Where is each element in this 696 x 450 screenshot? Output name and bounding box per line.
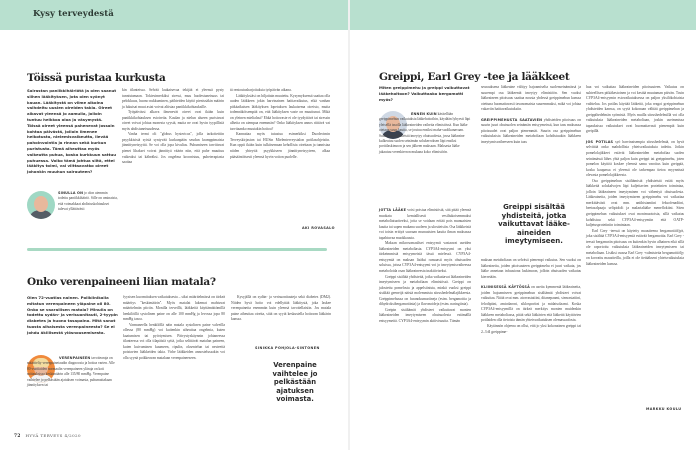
article-title-greippi: Greippi, Earl Grey -tee ja lääkkeet xyxy=(379,71,570,83)
article1-bio-kicker: SINULLA ON xyxy=(58,191,84,195)
paragraph: kin tilanteissa. Selvää laukaisevaa tekijää ei yleensä pysty tunnistamaan. Tokiesimerkiksi stressi, muu huolestuneisuus tai pelokkuus, huono nukkuminen, päihteiden käyttö pienissäkin määrin ja lukuisat muut asiat voivat altistaa paniikkikohtauksille. xyxy=(122,88,224,109)
publication-name: HYVÄ TERVEYS 4/2020 xyxy=(25,433,81,438)
paragraph xyxy=(481,285,581,324)
article1-column-2 xyxy=(122,88,224,166)
paragraph: Kysyjällä on sydän- ja verisuonitauteja sekä diabetes (DM2). Niiden hyvä hoito voi edellyttää lääkitystä, joka laskee verenpainetta enemmän kuin yleensä tavoitellaisiin. Jos matala paine aiheuttaa oireita, siitä on syytä keskustella hoitavan lääkärin kanssa. xyxy=(231,295,331,322)
article1-column-3 xyxy=(230,88,330,160)
paragraph: hua voi vaikuttaa lääkeaineiden pitoisuuteen. Vaikutus on suhteellisen pitkäkestoinen ja voi kestää muutaman päivän. Tosin CYP3A4-entsyymin estovaikutuksessa on paljon yksilökohtaista vaihtelua. Jos potilas käyttää lääkettä, joka reagoi greippimehun yhdisteiden kanssa, on syytä kokonaan välttää greippimehun ja greippihedelmän syömistä. Myös muilla sitrushedelmillä voi olla vaikutuksia lääkeaineiden metaboliaan, joskin useimmissa tapauksissa vaikutukset ovat huomattavasti pienempiä kuin greipillä. xyxy=(586,85,684,134)
paragraph: Earl Grey -teessä on käytetty maustteena bergamottiöljyä, joka sisältää CYP3A4-entsyymiä estävää bergamottia. Earl Grey -teessä bergamotin pitoisuus on kuitenkin hyvin alhainen eikä sillä ole raportoitu vaikutuksia lääkeaineiden imeytymiseen tai metaboliaan. Lisäksi osassa Earl Grey -valmisteita bergamottiöljy on korvattu maustteilla, joilla ei ole tietääkseni yhteisvaikutuksia lääkeaineiden kanssa. xyxy=(586,228,684,266)
article3-byline: MARKKU KOULU xyxy=(646,407,682,411)
article3-answer-intro xyxy=(379,112,471,155)
article2-column-2 xyxy=(123,295,225,362)
paragraph-text: voisi poistua elimistöstä, sitä pitää yleensä muokata kemiallisesti vesiliukoisemmaksi metaboliatuotteeksi, jotta se voidaan eritää pois munuaisten kautta tai sapen mukana suoleen ja ulostteisiin. Osa lääkkeistä voi toisin erittyä suoraan munuaisten kautta ilman maksassa tapahtuvaa muokkausta. xyxy=(379,208,472,240)
article-title-toissa-puristaa: Töissä puristaa kurkusta xyxy=(27,72,166,84)
paragraph: Käytännön ohjeena on ollut, että jo yksi kokonainen greippi tai 2–3 dl greippime- xyxy=(481,324,581,334)
paragraph: maksan metaboliaan on selvästi pienempi vaikutus. Sen vuoksi on lääkeaineita, joiden pitoisuuteen greippimehu ei juuri vaikuta, jos lääke annetaan infuusiona laskimoon, jolloin ohutsuolen vaikutus kierretään. xyxy=(481,258,581,279)
paragraph-text: yhdisteiden pitoisuus on suurin juuri ohutsuolen seinämän entsyymeissä, kun taas maksassa pitoisuudet ovat paljon pienemmät. Suurin osa greippimehun vaikutuksista lääkeaineiden metaboliaan kohdistuukin lääkkeen imeytymisvaiheeseen kuin taas xyxy=(481,117,581,144)
paragraph: tä rentoutusharjoituksia työpäivän aikana. xyxy=(230,88,292,92)
paragraph: Maksan mikrosomaaliset entsyymit vastaavat useiden lääkeaineiden metaboliasta. CYP3A4-entsyymi on yksi tärkeimmistä entsyymeistä tässä mielessä. CYP3A4-entsyymiä on maksan lisäksi runsaasti myös ohutsuolen soluissa, joissa CYP3A4-entsyymi voi jo imeytymisvaiheessa metaboloida osan lääkeaineesta inaktiiviseksi. xyxy=(379,241,471,274)
article3-column-3 xyxy=(586,85,684,268)
paragraph: Lääkityksiäsi on hiljattain muutettu. Kysymyksensä saattaa olla uuden lääkkeen jokin harvinainen haittavaikutus, eikä vanhan pitkäaikaisen lääkityksen lopetuksen laukaisema oireisto, mutta todennäköisempää on, että lääkityksen vaste on muuttunut. Mikä on yleinen mielialasi? Ehkä hoitovaste ei ole tyydyttävä tai stressin alheita on aiempaa enemmän? Onko lääkityksen annos riittävä vai tarvitaanko muutakin hoitoa? xyxy=(230,93,330,131)
section-header-band-right xyxy=(350,0,696,30)
paragraph xyxy=(586,140,684,179)
paragraph: Työpäivässi alkava ilmenevät oireet ovat ikään kuin paniikkikohtauksen esioireita. Kaulan ja nielun alueen puristavat oireet voivat johtua monesta syystä, mutta ne ovat hyvin tyypillisiä myös ahdistuneisuudessa. xyxy=(122,110,224,131)
article3-question: Miten greippimehu ja greippi vaikuttavat lääkehoitoon? Vaikuttaako bergamotti myös? xyxy=(379,85,470,102)
paragraph: seurauksena lääkeaine välttyy hajoamiselta suolenseinämässä ja suurempi osa lääkeentä imeytyy elimistöön. Sen vuoksi lääkeaineen pitoisuus saattaa nousta yhdessä greippimehun kanssa otettuna huomattavasti tavanomaista suuremmaksi, mikä voi johtaa vakaviin haittavaikutuksiin. xyxy=(481,85,581,112)
article2-bio-text: tavoitearaja on määritelty verenpainetaudin diagnoosia ja hoitoa varten. Alle 80-vuotiaiden normaalin verenpaineen yläraja on koti mittauksissa keskimäärin alle 135/80 mmHg. Verenpaine vaihtelee jo pelkästään ajatuksen voimasta, puhumattakaan jännityksen tai xyxy=(27,356,115,388)
article2-pull-quote: Verenpaine vaihtelee jo pelkästään ajatuksen voimasta. xyxy=(272,361,318,403)
paragraph: Osa greippimehun sisältämistä yhdisteistä estää myös lääkkeitä solukalvojen läpi kuljettavien proteiinien toimintaa, jolloin lääkeaineen imeytyminen voi vähentyä ohutsuolesta. Lääkeaineita, joiden imeytymiseen greippimehu voi vaikuttaa merkittävästi ovat mm. antihistamiini feksofenadiini, beetasalpaaja selipiololi ja malarialääke meneflokiini. Siten greippimehun vaikutukset ovat monimuotoisia, sillä vaikutus kohdistuu sekä CYP3A4-entsyymiin että OATP-kuljetusproteiiniin toimintaan. xyxy=(586,178,684,228)
article3-pull-quote: Greippi sisältää yhdisteitä, jotka vaikuttavat lääke-aineiden imeytymiseen. xyxy=(498,203,570,246)
article3-bio-text: käsitellään greippimehun vaikutuksia lääkehoitoihin, käydään lyhyesti läpi yleisellä tasolla lääkeaineiden vaiheita elimistössä. Kun lääke otetaan suun kautta, se joutuu ensiksi maha-suolikanavaan. Suurin osa lääkkeistä imeytyy ohutsuolesta, jossa lääkeaine kulkeutuu suolen seinämän solukerroksen läpi ensiksi porttilaskimoon ja sen jälkeen maksaan. Maksasta lääke jakautuu verenkierron mukana koko elimistöön. xyxy=(379,112,471,154)
paragraph: Greippi sisältää yhdisteitä, jotka vaikuttavat lääkeaineiden imeytymiseen ja metaboliaan elimistössä. Greippi on jalostettu pomelosta ja appelsiinista, minkä vuoksi greippi sisältää geeneijä näistä molemmista sitrushedelmälajikkeesta. Greippimehussa on furanokumariineja (esim. bergamottia ja dihydroksibergamottinia) ja flavonoideja (esim. naringiinia). xyxy=(379,274,472,307)
article3-column-2 xyxy=(481,85,581,145)
article3-column-2-continued xyxy=(481,258,581,335)
article1-byline: AKI ROVASALO xyxy=(302,226,335,230)
page-footer xyxy=(14,433,81,439)
paragraph: Vanha termi oli "globus hystericus", jolla tarkoitettiin psyykkisistä syistä syntyvää kurkunpään seudun kramppimaista jännittyneisyyttä. Se voi olla jopa kivulias. Puhumiseen tarvittavat pienet lihakset voivat jännittyä väärin niin, että puhe muuttuu vaikeaksi tai käheäksi. Jos ongelma kroonistuu, puheterapiasta saattaa xyxy=(122,132,224,165)
paragraph-text: on useita kymmeniä lääkeaineita, joiden hajoamiseen greippimehun sisältämät yhdisteet voivat vaikuttaa. Näitä ovat mm. atorvastatiini, ditanepaami, simvastatiini, felodipiini, amiodaroni, siklosporiini ja midatsolaami. Koska CYP3A4-entsyymillä on tärkeä merkitys monien muidenkin lääkkeen metaboliassa, pitää sekä lääkärien että lääkettä käyttävien potilaiden olla tietoisia tämän yhteisvaikutuksen olemassaolosta. xyxy=(481,285,582,323)
article2-question: Olen 72-vuotias nainen. Poliklinikalla mitatun verenpaineen yläpaine oli 80. Onko se vaarallisen matala? Minulla on todettu sydän- ja verisuonitauti, 2-tyypin diabetes ja huono tasapaino. Mitä sanot tuosta alhaisesta verenpaineesta? Se ei johdu äkillisestä ylösnousemisesta. xyxy=(27,295,118,335)
article1-question: Sairastan paniikkihäiriötä ja olen saanut siihen lääkityksen, jota olen syönyt kauan. Lääkitystä on viime aikoina vaihdeltu uusien oireiden takia. Oireet alkavat yleensä jo aamulla, jolloin tuntuu heikkoa oloa ja väsymystä. Töissä oireet yleensä pahenevat jossain kohtaa päivästä, jolloin ilmenee heikotusta, nielemisvaikeutta, lievää pahoinvointia ja rinnan sekä kurkun puristusta. Tämä aiheuttaa myös vaikeutta puhua, koska kurkkuun sattuu puhuessa. Voiko tämä johtua siitä, ettei lääkitys toimi, vai viittaavatko oireet johonkin muuhun sairauteen? xyxy=(27,88,117,175)
article2-bio-kicker: VERENPAINEEN xyxy=(59,356,91,360)
article2-column-3 xyxy=(231,295,331,323)
paragraph-kicker: JOTTA LÄÄKE xyxy=(379,208,407,212)
article2-byline: SINIKKA POHJOLA-SINTONEN xyxy=(255,346,320,350)
paragraph: Varmaneella henkilöllä näin matala systolinen paine valveilla ollessa (80 mmHg) voi kuitenkin aiheuttaa ongelmia, kuten kaatumisen tai pyörtymisen. Päivystyskäynnin johtaneessa tilanteessa voi olla tilapäisiä syitä, jotka selittävät matalan paineen, kuten kuivuminen kuumeen, ripulin, oksentelun tai nesteettä poistavien lääkkeiden takia. Virhe lääkkeiden annostelussakin voi olla syynä poikkeavan matalaan verenpaineeseen. xyxy=(123,322,225,361)
article2-answer-intro xyxy=(27,356,117,388)
paragraph: Kannattaa myös tutustua esimerkiksi Duodecimin Terveyskirjaston tai HUSin Mielenterveystalon potilasohjeisiin. Kun oppii ikään kuin tulkitsemaan kehollisia oireitaan ja tunnistaa niiden yhteyttä psyykkiseen jännittyneisyyteen, alkaa pääsääntöisesti yleensä hyvin voiton puolelle. xyxy=(230,132,330,159)
avatar-face xyxy=(34,196,48,212)
article3-bio-kicker: ENNEN KUIN xyxy=(411,112,437,116)
section-label: Kysy terveydestä xyxy=(33,9,114,19)
paragraph-kicker: GREIPPIMEHUSTA SAATAVIEN xyxy=(481,117,543,122)
paragraph: fyysisen kuormituksen vaikutuksesta – siksi määritelmässä on tärkeä määritys "keskimäärin". Myös matalat lukemat mahtuvat määritelmän piiriin. Monilla terveillä, lääkkeitä käyttämättömillä henkilöillä systolinen paine on alle 100 mmHg ja levossa jopa 80 mmHg tasoa. xyxy=(123,295,225,322)
article1-bio-text: jo olon aiemmin todettu paniikkihäiriö. Sille on ominaista, että voimakkaat ahdistuskohtaukset tulevat yllättävästi xyxy=(58,191,118,212)
paragraph: Greipin sisältämät yhdisteet vaikuttavat monien lääkeaineiden imeytymiseen ohutsuolesta estämällä entsyymeitä. CYP3A4-entsyymin aktiivisuutta. Tämän xyxy=(379,307,471,323)
avatar-doctor-aki-rovasalo xyxy=(27,191,55,219)
paragraph xyxy=(481,118,581,146)
article-title-verenpaine: Onko verenpaineeni liian matala? xyxy=(27,276,216,288)
paragraph-kicker: JOS POTILAS xyxy=(586,139,614,144)
section-divider xyxy=(27,248,327,251)
article1-answer-intro xyxy=(58,191,118,213)
paragraph-text: syö harvinaisempia sitrushedelmiä, on hyvä selvittää onko mahdollisia yhteisvaikutuksia todettu. Jotkin pomelolajikkeet estävät lääkeaineiden metaboliaa suolen seinämässä lähes yhtä paljon kuin greippi tai greippimehu, joten pomelon käyttöä koskee yleensä sama varoitus kuin greippiä, koska kaupassa ei yleensä ole tarkempaa tietoa myynnissä olevasta pomelolajikkeesta. xyxy=(586,139,684,178)
page-gutter xyxy=(348,0,350,450)
paragraph-kicker: KLIINISESSÄ KÄYTÖSSÄ xyxy=(481,285,530,290)
article3-column-1 xyxy=(379,208,471,324)
paragraph xyxy=(379,208,471,241)
section-header-band-left xyxy=(0,0,348,30)
page-number: 72 xyxy=(14,434,21,439)
